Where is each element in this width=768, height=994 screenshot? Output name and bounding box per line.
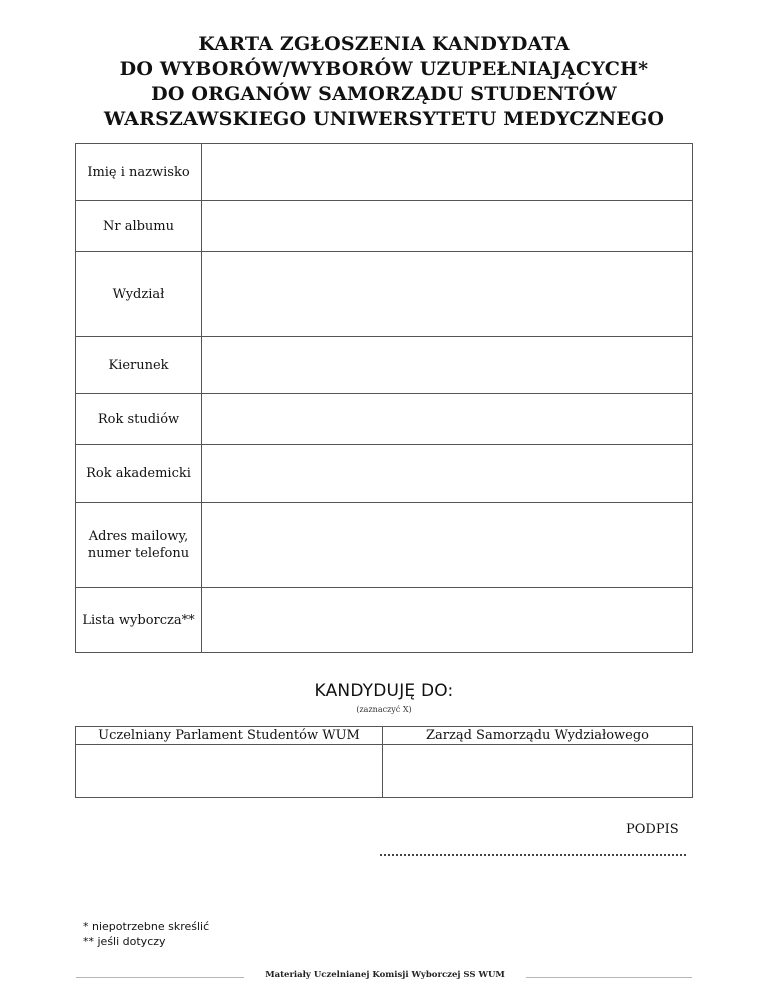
- label-wydzial: Wydział: [76, 252, 202, 337]
- document-title: [0, 32, 768, 132]
- field-adres-mailowy[interactable]: [202, 503, 693, 588]
- signature-label: PODPIS: [626, 822, 679, 837]
- option-label-zarzad: Zarząd Samorządu Wydziałowego: [383, 727, 693, 745]
- field-wydzial[interactable]: [202, 252, 693, 337]
- footnote-1: * niepotrzebne skreślić: [83, 920, 210, 933]
- field-kierunek[interactable]: [202, 337, 693, 394]
- field-rok-studiow[interactable]: [202, 394, 693, 445]
- title-line-3: DO ORGANÓW SAMORZĄDU STUDENTÓW: [151, 83, 617, 105]
- kandyduje-hint: (zaznaczyć X): [356, 705, 412, 714]
- label-kierunek: Kierunek: [76, 337, 202, 394]
- label-nr-albumu: Nr albumu: [76, 201, 202, 252]
- label-lista-wyborcza: Lista wyborcza**: [76, 588, 202, 653]
- option-box-parlament[interactable]: [76, 745, 383, 798]
- field-lista-wyborcza[interactable]: [202, 588, 693, 653]
- candidate-form-table: [75, 143, 693, 653]
- label-imie-nazwisko: Imię i nazwisko: [76, 144, 202, 201]
- option-box-zarzad[interactable]: [383, 745, 693, 798]
- signature-line[interactable]: [380, 854, 686, 856]
- candidacy-choice-table: [75, 726, 693, 798]
- footnote-2: ** jeśli dotyczy: [83, 935, 166, 948]
- title-line-4: WARSZAWSKIEGO UNIWERSYTETU MEDYCZNEGO: [103, 108, 665, 130]
- field-imie-nazwisko[interactable]: [202, 144, 693, 201]
- label-adres-mailowy: Adres mailowy, numer telefonu: [76, 503, 202, 588]
- footnotes: [83, 919, 209, 949]
- title-line-1: KARTA ZGŁOSZENIA KANDYDATA: [198, 33, 570, 55]
- footer-rule-right: [526, 977, 692, 978]
- page-footer: [0, 967, 768, 987]
- footer-rule-left: [76, 977, 244, 978]
- option-label-parlament: Uczelniany Parlament Studentów WUM: [76, 727, 383, 745]
- footer-text: Materiały Uczelnianej Komisji Wyborczej SS WUM: [265, 970, 505, 980]
- field-nr-albumu[interactable]: [202, 201, 693, 252]
- kandyduje-heading: KANDYDUJĘ DO:: [314, 681, 454, 701]
- field-rok-akademicki[interactable]: [202, 445, 693, 503]
- label-rok-studiow: Rok studiów: [76, 394, 202, 445]
- label-rok-akademicki: Rok akademicki: [76, 445, 202, 503]
- title-line-2: DO WYBORÓW/WYBORÓW UZUPEŁNIAJĄCYCH*: [119, 58, 649, 80]
